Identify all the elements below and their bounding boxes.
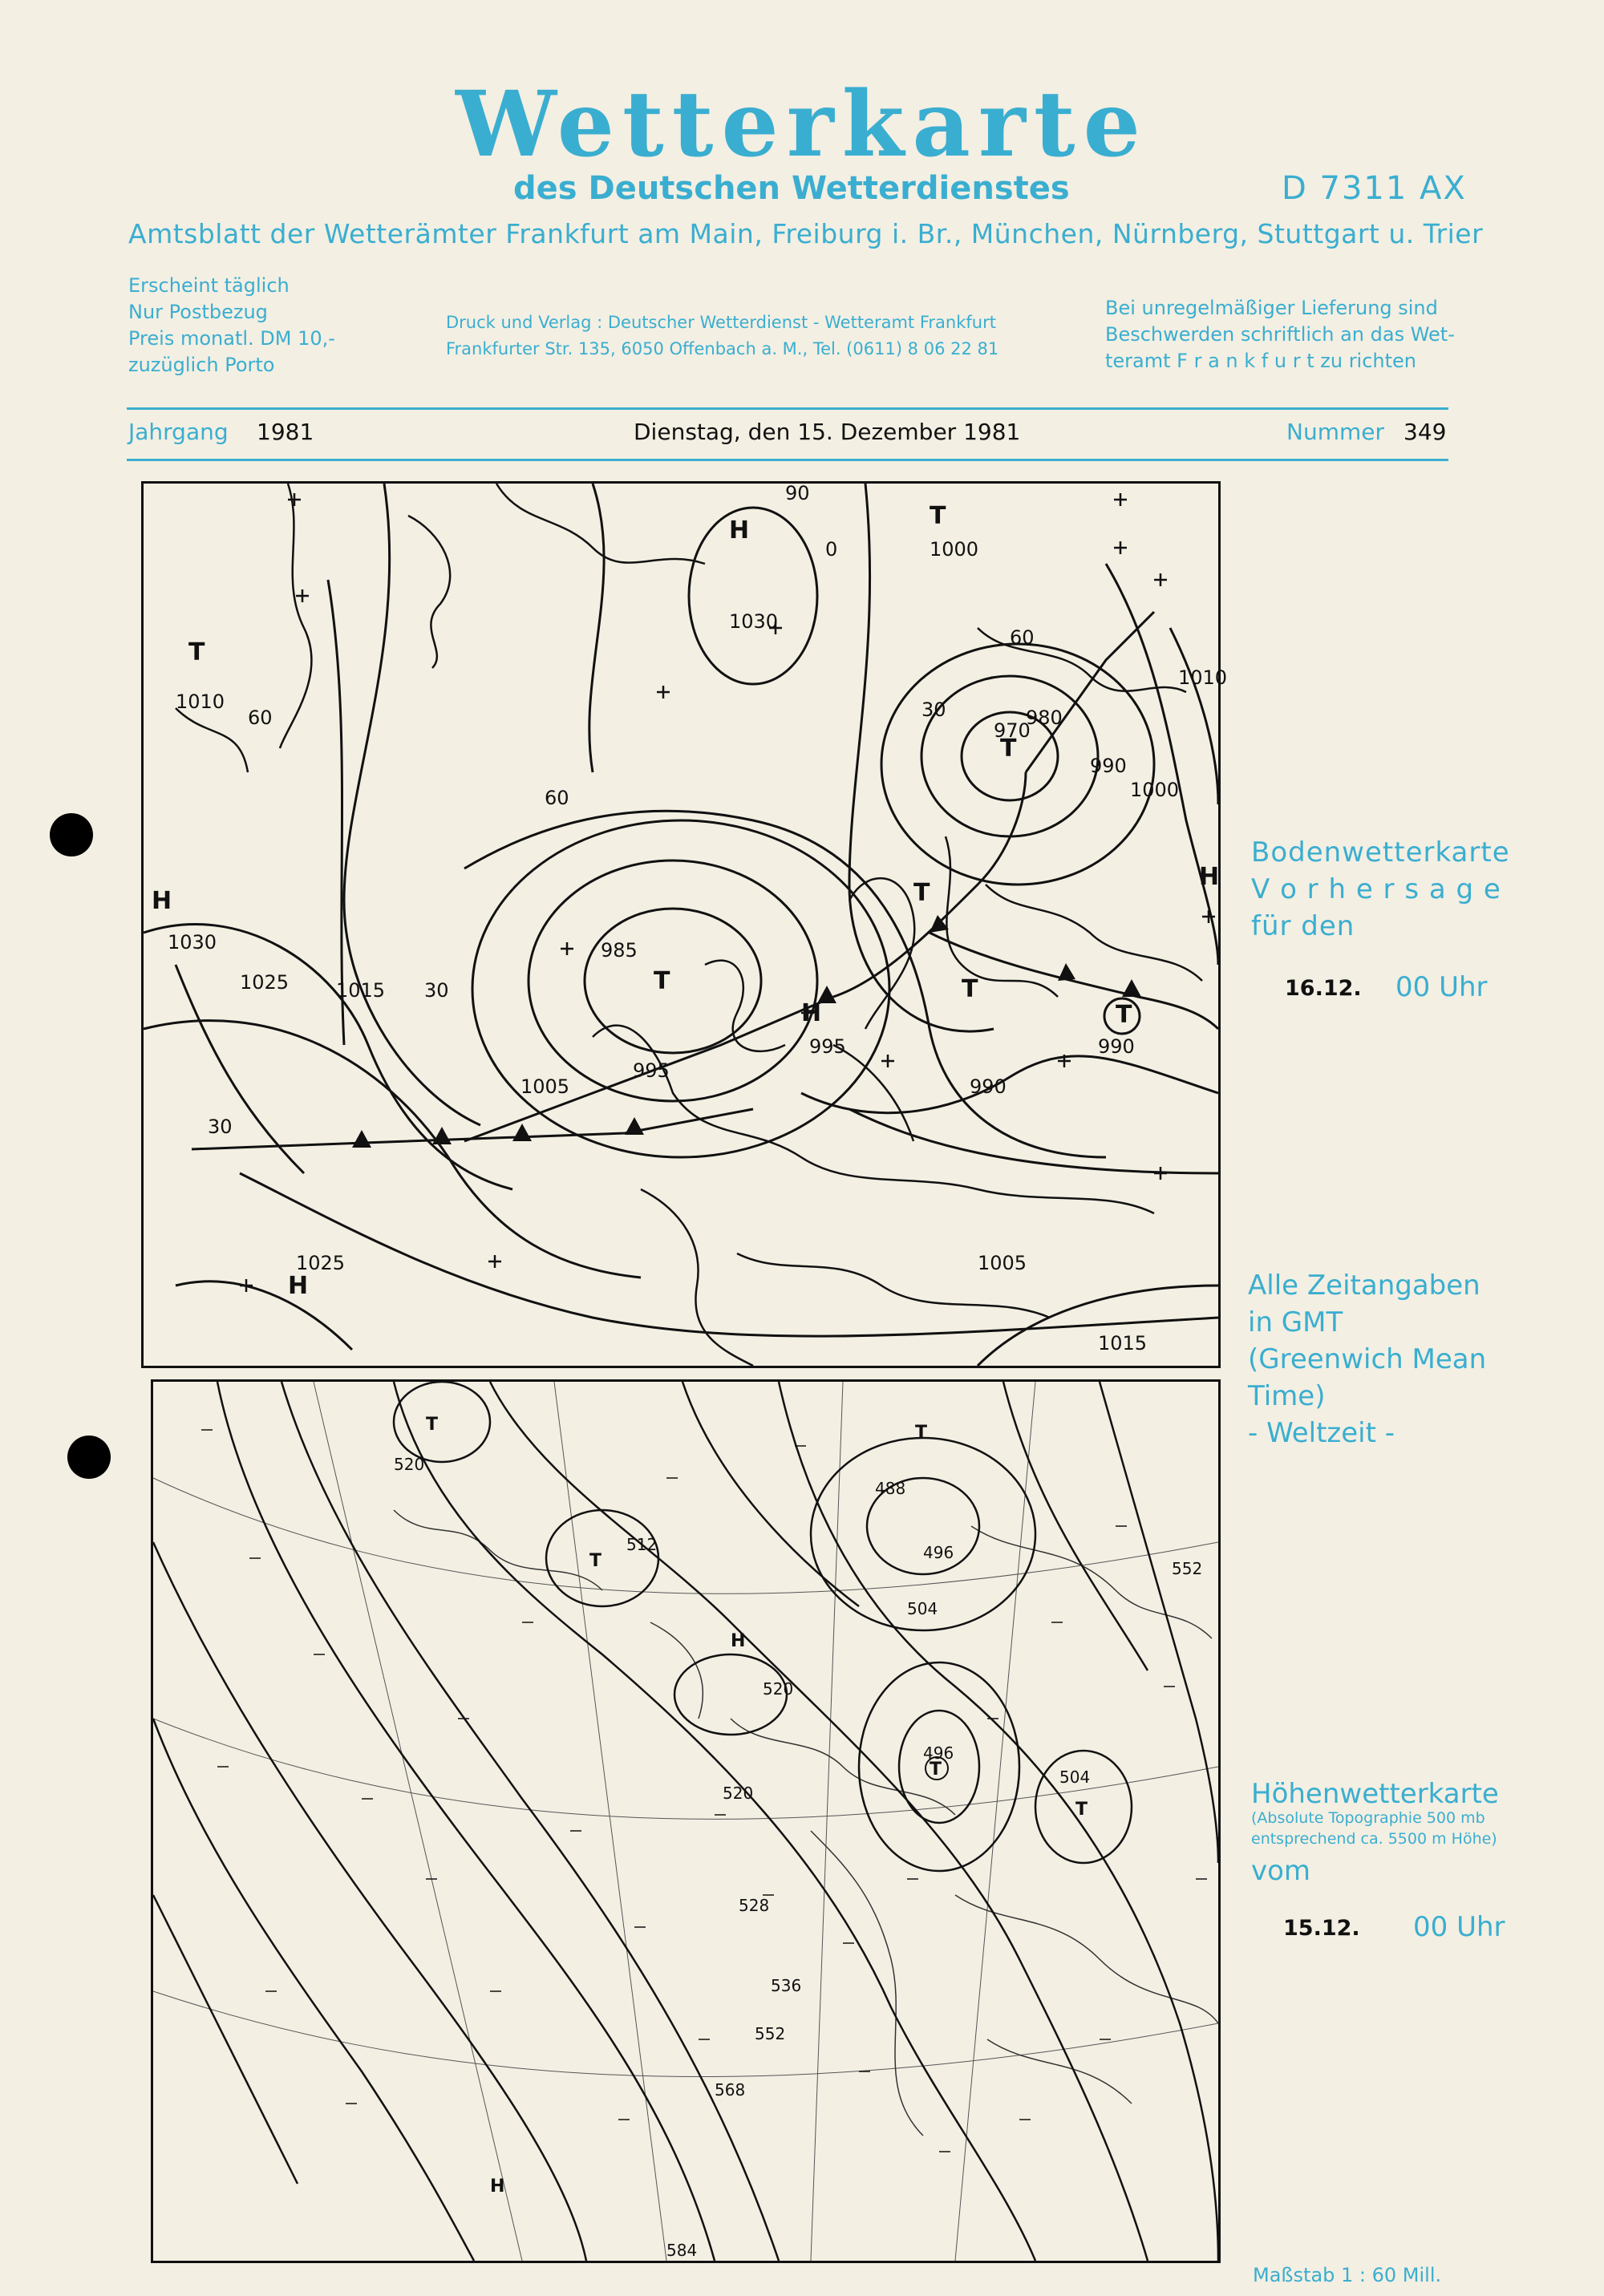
coastlines xyxy=(394,1510,1218,2136)
upper-map-title: Höhenwetterkarte xyxy=(1251,1778,1499,1810)
note-line: Time) xyxy=(1248,1380,1326,1412)
svg-text:30: 30 xyxy=(424,979,449,1002)
map-scale: Maßstab 1 : 60 Mill. xyxy=(1253,2264,1442,2286)
note-line: - Weltzeit - xyxy=(1248,1417,1395,1449)
issue-row xyxy=(128,419,1447,451)
svg-text:496: 496 xyxy=(923,1743,954,1763)
svg-text:90: 90 xyxy=(785,482,810,504)
page-subtitle: des Deutschen Wetterdienstes xyxy=(513,170,1070,207)
svg-text:995: 995 xyxy=(633,1059,670,1082)
low-label: T xyxy=(913,879,930,907)
divider-bottom xyxy=(127,459,1448,461)
postal-code: D 7311 AX xyxy=(1282,170,1467,207)
svg-text:60: 60 xyxy=(545,787,569,809)
svg-text:536: 536 xyxy=(771,1976,802,1995)
svg-text:1015: 1015 xyxy=(1098,1332,1148,1355)
info-line: Beschwerden schriftlich an das Wet- xyxy=(1105,323,1455,346)
svg-text:1025: 1025 xyxy=(296,1252,346,1274)
upper-map-time: 00 Uhr xyxy=(1413,1911,1505,1943)
svg-text:985: 985 xyxy=(601,939,638,962)
svg-text:990: 990 xyxy=(1090,755,1127,777)
info-line: Nur Postbezug xyxy=(128,301,268,323)
upper-map-vom: vom xyxy=(1251,1855,1311,1887)
info-line: Frankfurter Str. 135, 6050 Offenbach a. M., Tel. (0611) 8 06 22 81 xyxy=(446,339,999,358)
divider-top xyxy=(127,407,1448,410)
svg-text:30: 30 xyxy=(921,699,946,721)
svg-text:990: 990 xyxy=(1098,1035,1135,1058)
svg-text:552: 552 xyxy=(1172,1559,1203,1578)
coastlines xyxy=(176,484,1202,1366)
upper-map-subtitle xyxy=(1251,1808,1497,1849)
note-line: (Greenwich Mean xyxy=(1248,1343,1487,1375)
svg-text:520: 520 xyxy=(723,1784,754,1803)
svg-text:30: 30 xyxy=(208,1116,233,1138)
svg-text:1010: 1010 xyxy=(176,690,225,713)
svg-text:1030: 1030 xyxy=(729,610,779,633)
svg-text:504: 504 xyxy=(907,1599,938,1618)
svg-text:496: 496 xyxy=(923,1543,954,1562)
punch-hole-top xyxy=(50,813,93,856)
year-label: Jahrgang xyxy=(128,419,229,445)
svg-text:552: 552 xyxy=(755,2024,786,2043)
info-line: Druck und Verlag : Deutscher Wetterdienst - Wetteramt Frankfurt xyxy=(446,313,996,332)
high-label: H xyxy=(288,1272,309,1300)
upper-air-map-drawing xyxy=(153,1382,1218,2261)
svg-text:584: 584 xyxy=(666,2241,698,2260)
upper-map-date: 15.12. xyxy=(1283,1916,1360,1941)
svg-text:568: 568 xyxy=(715,2080,746,2100)
upper-air-map xyxy=(151,1379,1221,2263)
pressure-labels xyxy=(426,1415,1091,2197)
low-label: T xyxy=(915,1423,928,1443)
svg-text:990: 990 xyxy=(970,1075,1007,1098)
svg-text:1010: 1010 xyxy=(1178,666,1228,689)
svg-text:0: 0 xyxy=(825,538,838,561)
graticule xyxy=(153,1382,1218,2261)
low-label: T xyxy=(1075,1800,1088,1820)
svg-text:1005: 1005 xyxy=(520,1075,570,1098)
low-label: T xyxy=(1116,1001,1132,1029)
svg-text:980: 980 xyxy=(1026,707,1063,729)
punch-hole-bottom xyxy=(67,1436,111,1479)
high-label: H xyxy=(152,887,172,915)
surface-map xyxy=(141,481,1228,1368)
fronts xyxy=(176,580,1218,1173)
svg-text:60: 60 xyxy=(248,707,273,729)
svg-text:1025: 1025 xyxy=(240,971,290,994)
surface-map-caption xyxy=(1251,834,1510,945)
note-line: in GMT xyxy=(1248,1306,1343,1338)
front-symbols xyxy=(352,915,1141,1148)
number-label: Nummer xyxy=(1286,419,1384,445)
low-label: T xyxy=(962,975,978,1003)
svg-text:60: 60 xyxy=(1010,626,1035,649)
svg-text:520: 520 xyxy=(763,1679,794,1699)
svg-text:512: 512 xyxy=(626,1535,658,1554)
info-line: Erscheint täglich xyxy=(128,274,290,297)
publisher-info xyxy=(446,310,998,362)
page-title: Wetterkarte xyxy=(456,72,1148,177)
year-value: 1981 xyxy=(257,419,314,445)
svg-text:520: 520 xyxy=(394,1455,425,1474)
high-label: H xyxy=(729,516,750,545)
svg-text:995: 995 xyxy=(809,1035,846,1058)
timezone-note xyxy=(1248,1267,1486,1452)
caption-line: V o r h e r s a g e xyxy=(1251,873,1501,905)
svg-text:504: 504 xyxy=(1059,1768,1091,1787)
amtsblatt-line: Amtsblatt der Wetterämter Frankfurt am Main, Freiburg i. Br., München, Nürnberg, Stuttgart u. Trier xyxy=(128,218,1484,249)
svg-text:1030: 1030 xyxy=(168,931,217,954)
svg-text:528: 528 xyxy=(739,1896,770,1915)
high-label: H xyxy=(490,2177,505,2197)
contour-values xyxy=(394,1455,1202,2260)
high-label: H xyxy=(801,999,822,1027)
issue-date: Dienstag, den 15. Dezember 1981 xyxy=(634,419,1021,445)
low-label: T xyxy=(930,1759,942,1780)
svg-text:1015: 1015 xyxy=(336,979,386,1002)
subtitle-line: (Absolute Topographie 500 mb xyxy=(1251,1809,1485,1827)
info-line: zuzüglich Porto xyxy=(128,354,275,376)
low-label: T xyxy=(188,638,205,666)
svg-text:1000: 1000 xyxy=(1130,779,1180,801)
low-label: T xyxy=(930,502,946,530)
high-label: H xyxy=(1199,863,1220,891)
info-line: Preis monatl. DM 10,- xyxy=(128,327,335,350)
low-label: T xyxy=(589,1551,602,1571)
subtitle-line: entsprechend ca. 5500 m Höhe) xyxy=(1251,1830,1497,1848)
complaint-info xyxy=(1105,295,1455,375)
high-label: H xyxy=(731,1631,746,1651)
low-label: T xyxy=(654,967,670,995)
note-line: Alle Zeitangaben xyxy=(1248,1269,1480,1302)
subscription-info xyxy=(128,273,335,379)
number-value: 349 xyxy=(1404,419,1447,445)
low-label: T xyxy=(1000,735,1017,763)
surface-map-date: 16.12. xyxy=(1285,976,1362,1001)
svg-text:488: 488 xyxy=(875,1479,906,1498)
low-label: T xyxy=(426,1415,439,1435)
caption-line: Bodenwetterkarte xyxy=(1251,836,1510,869)
pressure-labels xyxy=(152,502,1219,1300)
surface-map-time: 00 Uhr xyxy=(1395,971,1488,1003)
info-line: teramt F r a n k f u r t zu richten xyxy=(1105,350,1417,372)
svg-text:1005: 1005 xyxy=(978,1252,1027,1274)
isobars xyxy=(144,484,1218,1366)
surface-map-drawing xyxy=(144,482,1228,1366)
info-line: Bei unregelmäßiger Lieferung sind xyxy=(1105,297,1438,319)
svg-text:1000: 1000 xyxy=(930,538,979,561)
svg-text:970: 970 xyxy=(994,719,1031,742)
caption-line: für den xyxy=(1251,910,1355,942)
height-contours xyxy=(153,1382,1218,2261)
